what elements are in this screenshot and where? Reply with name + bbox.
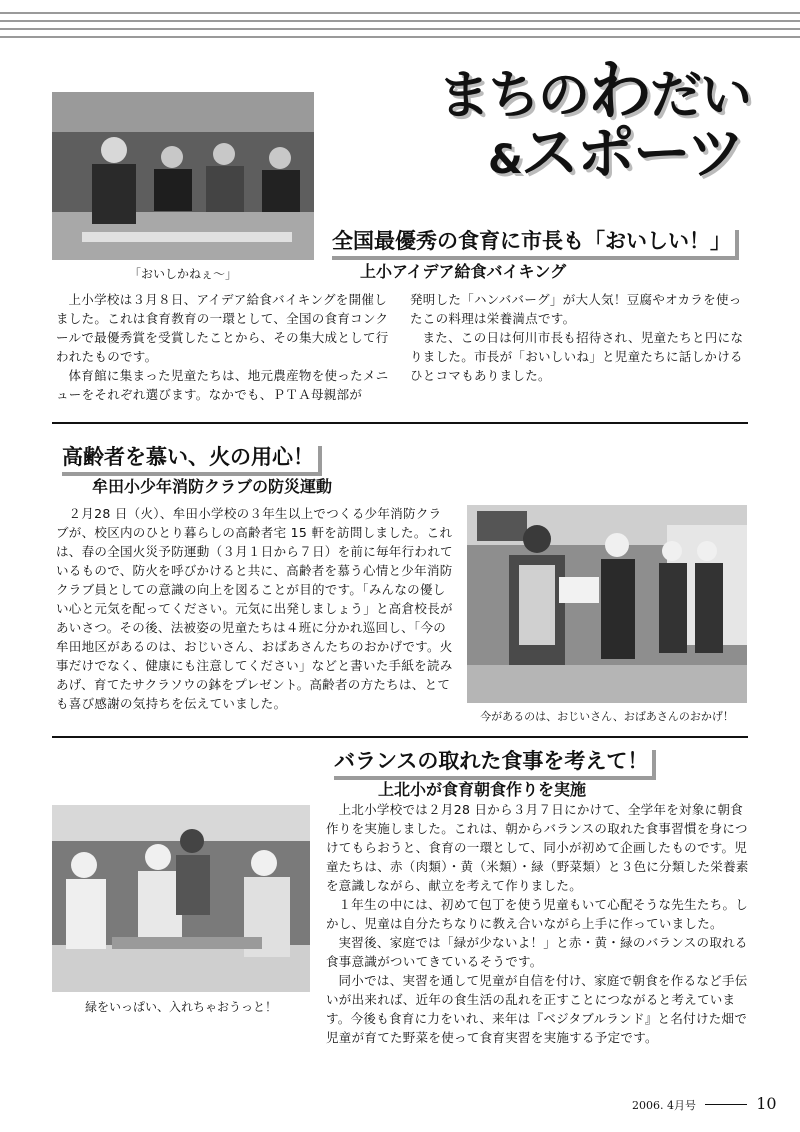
article2-para1: ２月28 日（火）、牟田小学校の３年生以上でつくる少年消防クラブが、校区内のひとり暮らしの高齢者宅 15 軒を訪問しました。これは、春の全国火災予防運動（３月１日から７日）を前に毎年行われているもので、防火を呼びかけると共に、高齢者を慕う心情と少年消防クラブ員としての意識の向上を図ることが目的です。「みんなの優しい心と元気を配ってください。元気に出発しましょう」と高倉校長があいさつ。その後、法被姿の児童たちは４班に分かれ巡回し、「今の牟田地区があるのは、おじいさん、おばあさんたちのおかげです。火事だけでなく、健康にも注意してください」などと書いた手紙を読みあげ、育てたサクラソウの鉢をプレゼント。高齢者の方たちは、とても喜び感謝の気持ちを伝えていました。 bbox=[56, 506, 453, 711]
masthead-text-a: まちの bbox=[438, 66, 589, 126]
article3-subheadline: 上北小が食育朝食作りを実施 bbox=[378, 780, 587, 799]
article3-para4: 同小では、実習を通して児童が自信を付け、家庭で朝食を作るなど手伝いが出来れば、近年の食生活の乱れを正すことにつながると考えています。今後も食育に力をいれ、来年は『ベジタブルランド』と名付けた畑で児童が育てた野菜を使って食育実習を実施する予定です。 bbox=[326, 973, 748, 1045]
photo-placeholder-icon bbox=[467, 505, 747, 703]
article3-headline: バランスの取れた食事を考えて！ bbox=[330, 746, 652, 776]
masthead-text-c: だい bbox=[650, 66, 751, 126]
issue-label: 2006. 4月号 bbox=[632, 1099, 696, 1112]
article2-photo bbox=[467, 505, 747, 703]
divider-2 bbox=[52, 736, 748, 738]
masthead-line2 bbox=[488, 106, 743, 190]
article3-para2: １年生の中には、初めて包丁を使う児童もいて心配そうな先生たち。しかし、児童は自分たちなりに教え合いながら上手に作っていました。 bbox=[326, 897, 749, 931]
article1-column1 bbox=[56, 290, 394, 404]
page-footer bbox=[632, 1094, 777, 1113]
article3-para3: 実習後、家庭では「緑が少ないよ！」と赤・黄・緑のバランスの取れる食事意識がついてきているそうです。 bbox=[326, 935, 748, 969]
article3-body bbox=[326, 800, 750, 1047]
article2-photo-caption: 今があるのは、おじいさん、おばあさんのおかげ！ bbox=[480, 710, 734, 723]
article1-subheadline: 上小アイデア給食バイキング bbox=[360, 262, 567, 281]
footer-rule bbox=[705, 1104, 747, 1105]
article3-photo-caption: 緑をいっぱい、入れちゃおうっと！ bbox=[84, 1000, 277, 1014]
masthead-amp: & bbox=[488, 137, 521, 183]
article1-col1-para1: 上小学校は３月８日、アイデア給食バイキングを開催しました。これは食育教育の一環として、全国の食育コンクールで最優秀賞を受賞したことから、その集大成として行われたものです。 bbox=[56, 292, 389, 364]
article3-photo bbox=[52, 805, 310, 992]
article1-photo-caption: 「おいしかねぇ～」 bbox=[128, 267, 237, 281]
article1-photo bbox=[52, 92, 314, 260]
article2-subheadline: 牟田小少年消防クラブの防災運動 bbox=[92, 477, 333, 496]
article2-body bbox=[56, 504, 454, 713]
article1-col2-para1: 発明した「ハンババーグ」が大人気！豆腐やオカラを使ったこの料理は栄養満点です。 bbox=[410, 292, 742, 326]
page-number: 10 bbox=[756, 1094, 777, 1113]
article3-para1: 上北小学校では２月28 日から３月７日にかけて、全学年を対象に朝食作りを実施しました。これは、朝からバランスの取れた食事習慣を身につけてもらおうと、食育の一環として、同小が初めて企画したものです。児童たちは、赤（肉類）・黄（米類）・緑（野菜類）と３色に分類した栄養素を意識しながら、献立を考えて作りました。 bbox=[326, 802, 749, 893]
article1-col2-para2: また、この日は何川市長も招待され、児童たちと円になりました。市長が「おいしいね」と児童たちに話しかけるひとコマもありました。 bbox=[410, 330, 744, 383]
photo-placeholder-icon bbox=[52, 92, 314, 260]
masthead-text-b: わ bbox=[588, 55, 651, 129]
divider-1 bbox=[52, 422, 748, 424]
article1-headline: 全国最優秀の食育に市長も「おいしい！」 bbox=[328, 226, 735, 256]
article1-col1-para2: 体育館に集まった児童たちは、地元農産物を使ったメニューをそれぞれ選びます。なかでも、ＰＴＡ母親部が bbox=[56, 368, 389, 402]
photo-placeholder-icon bbox=[52, 805, 310, 992]
article2-headline: 高齢者を慕い、火の用心！ bbox=[58, 442, 318, 472]
article1-column2 bbox=[410, 290, 750, 385]
section-masthead bbox=[438, 40, 788, 187]
masthead-text-sports: スポーツ bbox=[520, 119, 743, 187]
